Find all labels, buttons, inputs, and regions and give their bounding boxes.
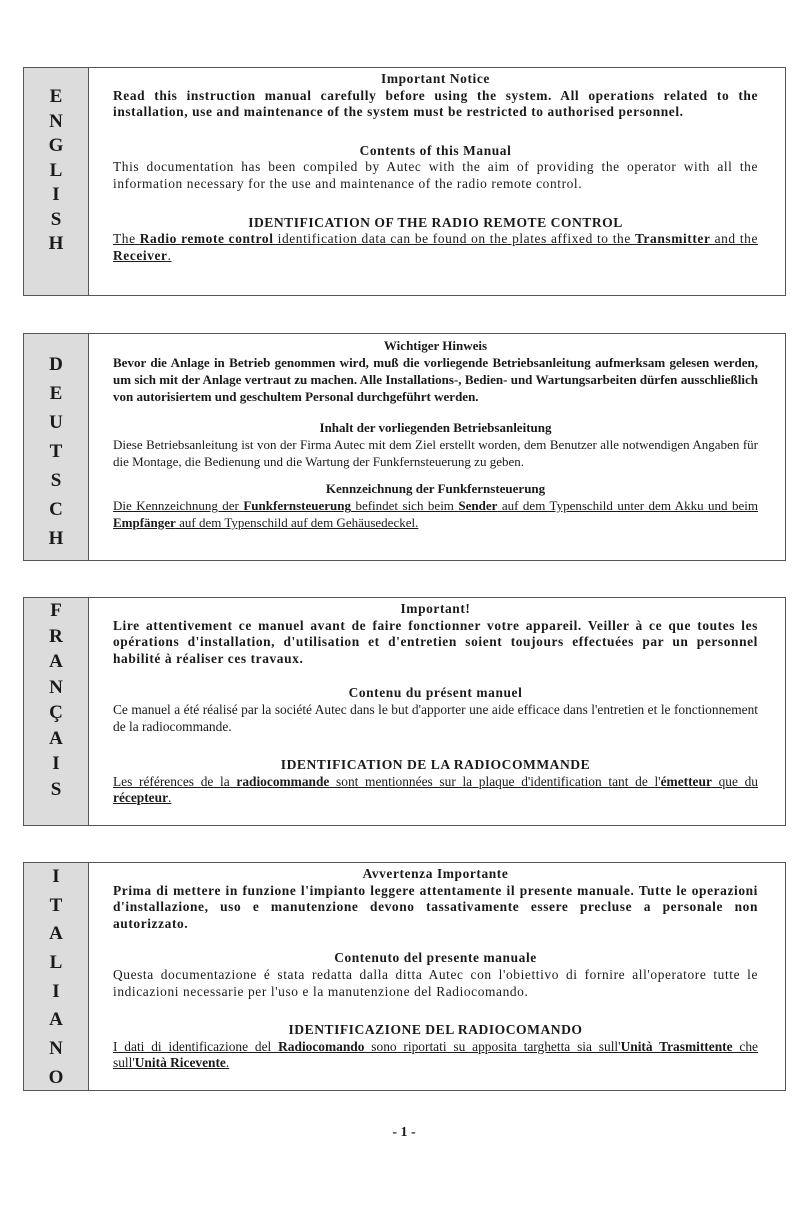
notice-text: Read this instruction manual carefully before using the system. All operations related to the installation, use and maintenance of the system must be restricted to authorised personnel.: [113, 87, 758, 120]
language-letter: T: [49, 894, 63, 916]
language-letter: Ç: [49, 702, 63, 723]
notice-title: Important!: [400, 601, 471, 616]
contents-title: Inhalt der vorliegenden Betriebsanleitung: [319, 420, 552, 435]
identification-text: I dati di identificazione del Radiocomando sono riportati su apposita targhetta sia sull'Unità Trasmittente che sull'Unità Ricevente.: [113, 1038, 758, 1071]
notice-title: Avvertenza Importante: [362, 866, 509, 881]
language-letter: S: [50, 470, 62, 491]
language-letter: H: [48, 233, 64, 254]
language-letter: L: [49, 159, 63, 181]
language-letter: A: [49, 1009, 63, 1031]
section-francais: [23, 597, 786, 826]
section-content: [89, 598, 785, 825]
language-label-column: [24, 863, 89, 1090]
language-letter: N: [49, 676, 63, 698]
language-label-column: [24, 334, 89, 560]
contents-title: Contenu du présent manuel: [348, 685, 523, 701]
notice-text: Lire attentivement ce manuel avant de faire fonctionner votre appareil. Veiller à ce que toutes les opérations d'installation, d'utilisation et d'entretien soient toujours effectuées par un personnel habilité à réaliser ces travaux.: [113, 617, 758, 666]
language-letter: I: [52, 980, 60, 1002]
contents-title: Contents of this Manual: [359, 142, 512, 158]
section-content: [89, 863, 785, 1090]
section-english: [23, 67, 786, 296]
language-letter: D: [49, 354, 63, 375]
identification-text: Die Kennzeichnung der Funkfernsteuerung befindet sich beim Sender auf dem Typenschild unter dem Akku und beim Empfänger auf dem Typenschild auf dem Gehäusedeckel.: [113, 498, 758, 530]
identification-title: Kennzeichnung der Funkfernsteuerung: [325, 481, 546, 496]
page-number: - 1 -: [392, 1125, 416, 1140]
language-letter: S: [50, 208, 62, 230]
language-letter: A: [49, 727, 63, 749]
language-letter: N: [49, 110, 63, 132]
language-letter: A: [49, 651, 63, 672]
language-letter: G: [48, 135, 64, 156]
language-letter: I: [52, 753, 60, 774]
language-letter: E: [49, 383, 63, 404]
language-letter: I: [52, 866, 60, 887]
identification-text: The Radio remote control identification data can be found on the plates affixed to the Transmitter and the Receiver.: [113, 231, 758, 263]
language-letter: R: [49, 625, 63, 647]
language-letter: A: [49, 923, 63, 945]
identification-text: Les références de la radiocommande sont mentionnées sur la plaque d'identification tant de l'émetteur que du récepteur.: [113, 773, 758, 806]
section-content: [89, 334, 785, 560]
identification-title: IDENTIFICATION DE LA RADIOCOMMANDE: [280, 757, 591, 773]
contents-text: Questa documentazione é stata redatta dalla ditta Autec con l'obiettivo di fornire all'operatore tutte le indicazioni necessarie per l'uso e la manutenzione del Radiocomando.: [113, 966, 758, 999]
language-letter: F: [50, 600, 62, 621]
language-letter: I: [52, 184, 60, 205]
contents-text: Ce manuel a été réalisé par la société Autec dans le but d'apporter une aide efficace dans l'entretien et le fonctionnement de la radiocommande.: [113, 701, 758, 734]
identification-title: IDENTIFICAZIONE DEL RADIOCOMANDO: [288, 1022, 583, 1038]
language-label-column: [24, 598, 89, 825]
notice-title: Important Notice: [381, 71, 490, 86]
notice-text: Bevor die Anlage in Betrieb genommen wird, muß die vorliegende Betriebsanleitung aufmerksam gelesen werden, um sich mit der Anlage vertraut zu machen. Alle Installations-, Bedien- und Wartungsarbeiten dürfen ausschließlich von autorisiertem und geschultem Personal durchgeführt werden.: [113, 355, 758, 404]
language-letter: L: [49, 952, 63, 974]
notice-text: Prima di mettere in funzione l'impianto leggere attentamente il presente manuale. Tutte le operazioni d'installazione, uso e manutenzione devono tassativamente essere precluse a personale non autorizzato.: [113, 882, 758, 931]
contents-title: Contenuto del presente manuale: [334, 950, 537, 966]
language-letter: T: [49, 441, 63, 462]
section-content: [89, 68, 785, 295]
language-letter: H: [48, 528, 64, 549]
language-letter: S: [50, 778, 62, 800]
section-deutsch: [23, 333, 786, 561]
contents-text: This documentation has been compiled by Autec with the aim of providing the operator with all the information necessary for the use and maintenance of the radio remote control.: [113, 159, 758, 191]
language-letter: E: [49, 86, 63, 107]
language-letter: U: [49, 412, 63, 433]
identification-title: IDENTIFICATION OF THE RADIO REMOTE CONTROL: [248, 214, 623, 230]
language-letter: N: [49, 1038, 63, 1060]
language-letter: C: [49, 499, 63, 520]
notice-title: Wichtiger Hinweis: [383, 338, 488, 353]
section-italiano: [23, 862, 786, 1091]
language-label-column: [24, 68, 89, 295]
contents-text: Diese Betriebsanleitung ist von der Firma Autec mit dem Ziel erstellt worden, dem Benutzer alle notwendigen Angaben für die Montage, die Bedienung und die Wartung der Funkfernsteuerung zu geben.: [113, 437, 758, 469]
language-letter: O: [48, 1066, 64, 1088]
